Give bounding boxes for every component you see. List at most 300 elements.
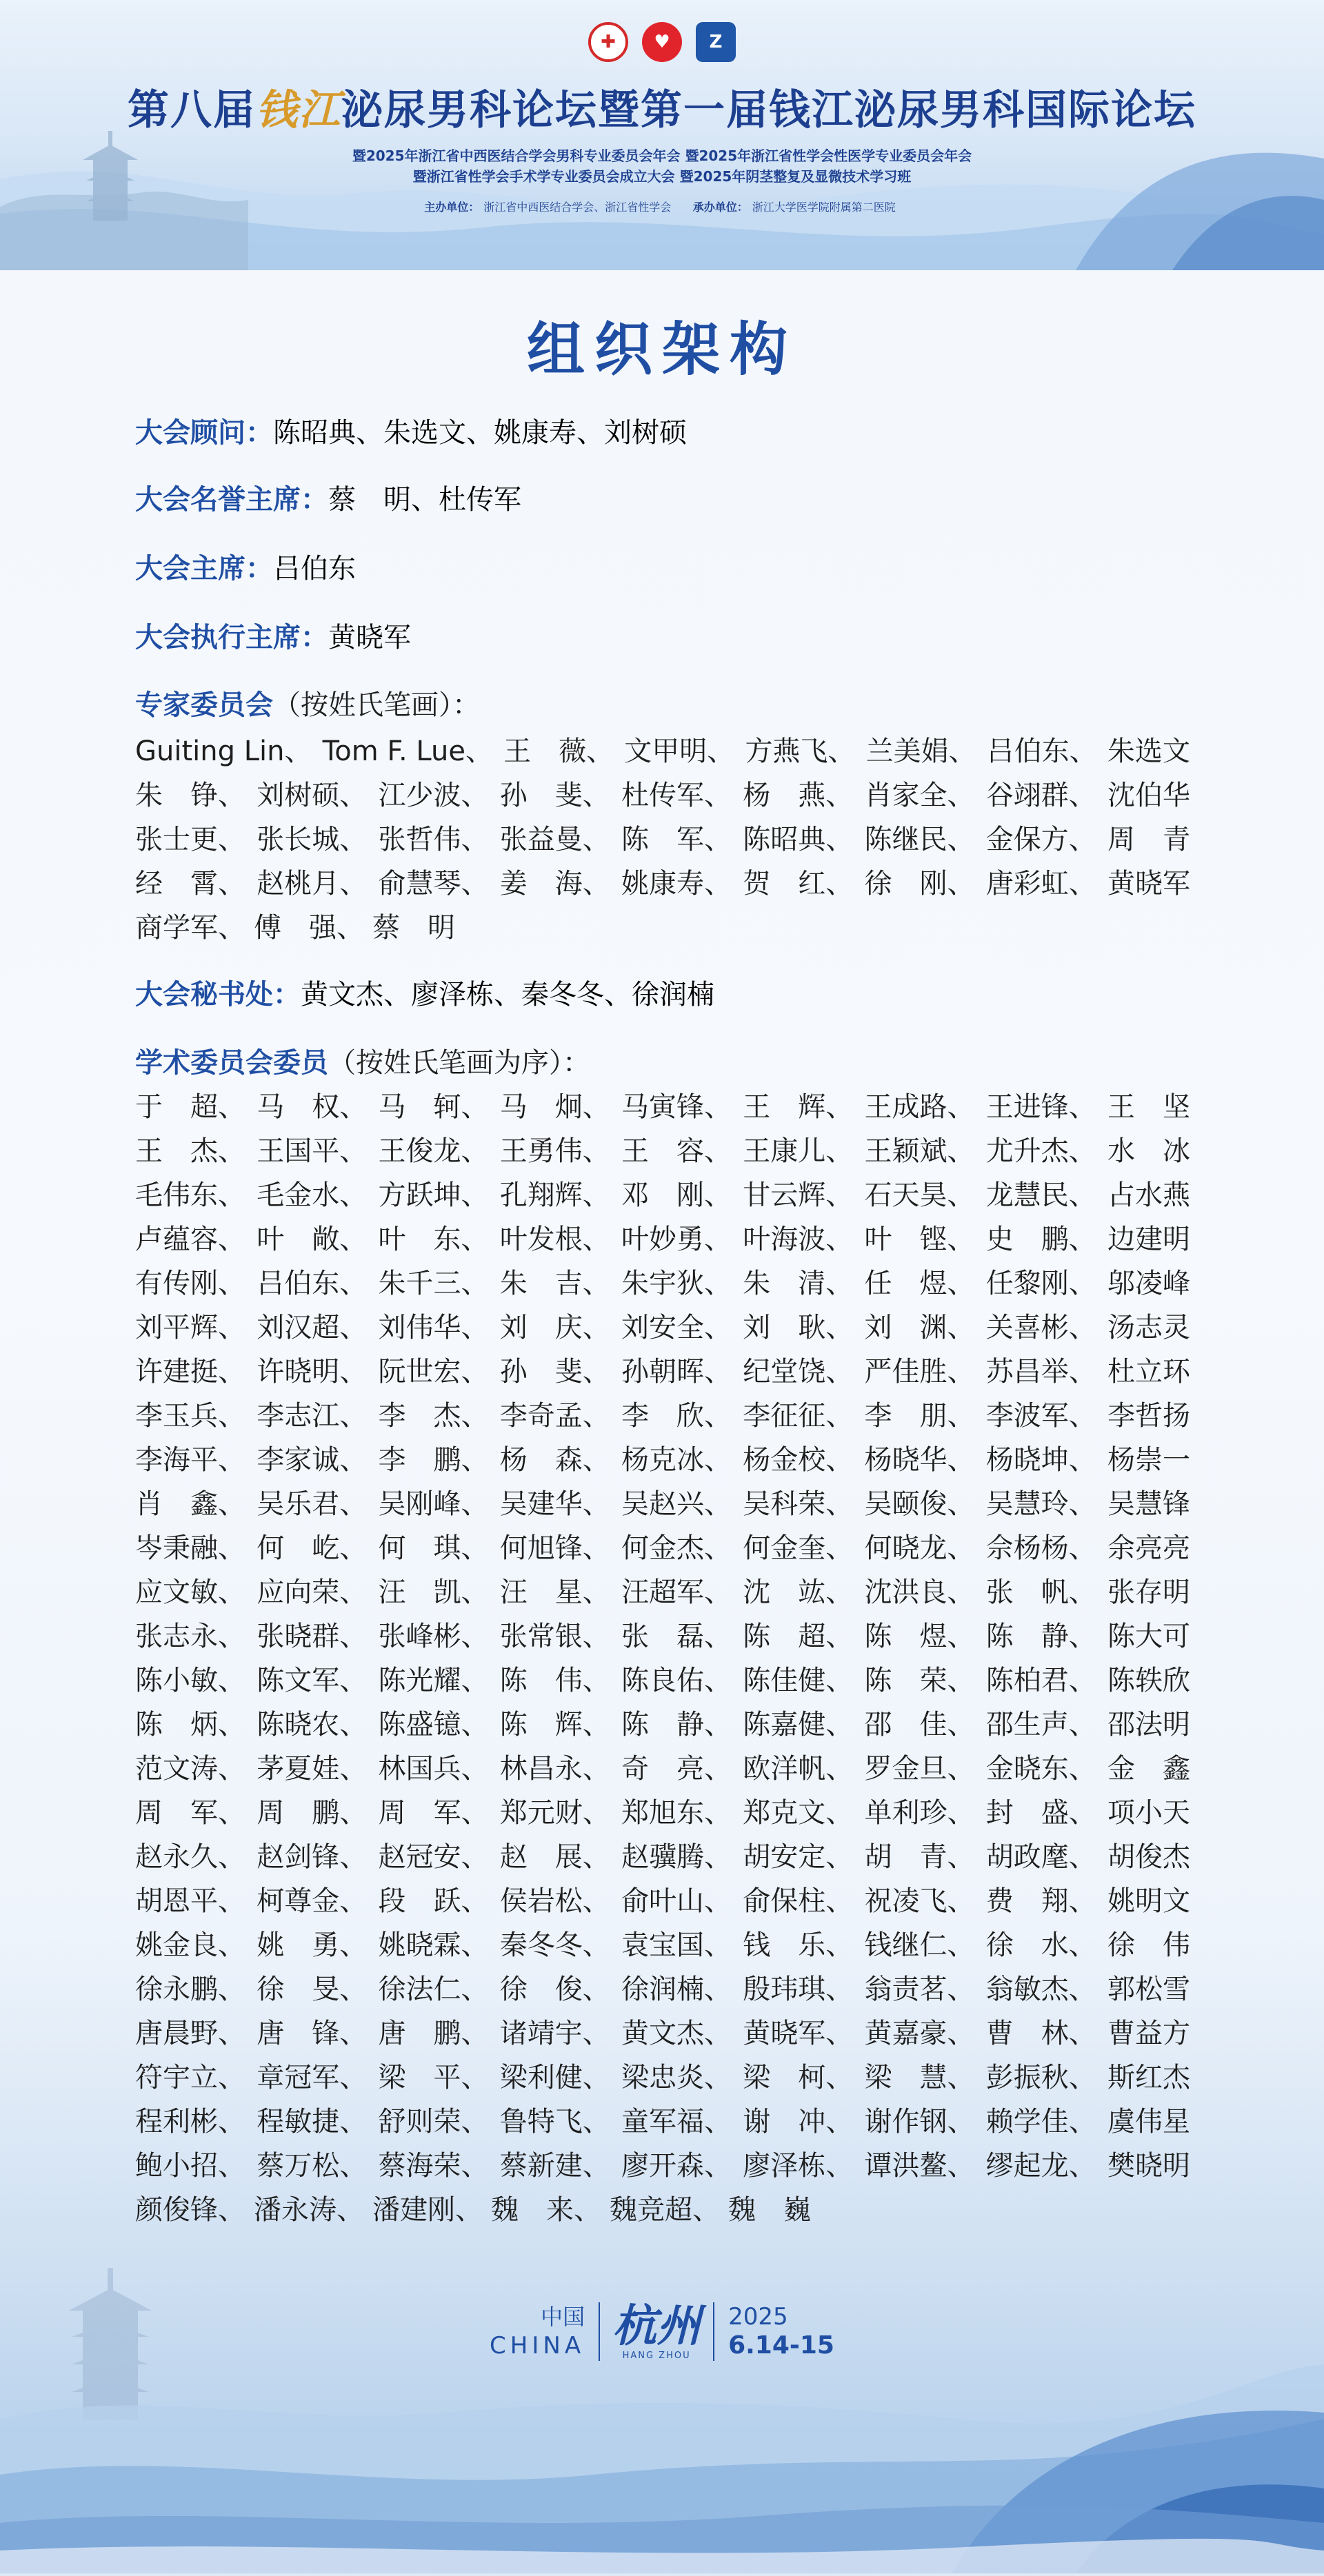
member-name: 童军福、	[621, 2106, 732, 2138]
member-name: 王国平、	[257, 1135, 368, 1167]
organizer-label: 承办单位：	[692, 201, 748, 214]
member-name: 李波军、	[985, 1400, 1096, 1432]
name-row	[135, 2100, 1190, 2144]
member-name: 李奇孟、	[499, 1400, 610, 1432]
member-name: 刘 耿、	[743, 1312, 854, 1343]
member-name: 黄嘉豪、	[864, 2018, 975, 2049]
member-name: 王 容、	[621, 1135, 732, 1167]
member-name: 陈 煜、	[864, 1621, 975, 1652]
member-name: 陈 荣、	[864, 1665, 975, 1696]
member-name: 龙慧民、	[985, 1179, 1096, 1211]
member-name: 王勇伟、	[499, 1135, 610, 1167]
member-name: 郑元财、	[499, 1797, 610, 1829]
member-name: 郑旭东、	[621, 1797, 732, 1829]
member-name: 朱 铮、	[135, 780, 245, 811]
name-row	[135, 729, 1190, 773]
member-name: 曹 林、	[985, 2018, 1096, 2049]
name-row	[135, 2144, 1190, 2188]
member-name: 杜传军、	[621, 780, 732, 811]
member-name: 叶妙勇、	[621, 1224, 732, 1255]
member-name: 叶 铿、	[864, 1224, 975, 1255]
member-name: 吴慧锋	[1107, 1488, 1190, 1520]
member-name: 于 超、	[135, 1091, 245, 1123]
member-name: 杨克冰、	[621, 1444, 732, 1476]
member-name: 陈 辉、	[499, 1709, 610, 1741]
member-name: 胡政麾、	[985, 1841, 1096, 1873]
member-name: 水 冰	[1107, 1135, 1190, 1167]
member-name: 方跃坤、	[378, 1179, 489, 1211]
member-name: 周 军、	[378, 1797, 489, 1829]
member-name: 吴建华、	[499, 1488, 610, 1520]
member-name: 刘树硕、	[257, 780, 368, 811]
member-name: 陈光耀、	[378, 1665, 489, 1696]
member-name: 李征征、	[743, 1400, 854, 1432]
member-name: 何 琪、	[378, 1532, 489, 1564]
expert-committee-label: 专家委员会	[135, 689, 273, 721]
member-name: 刘 渊、	[864, 1312, 975, 1343]
member-name: 邵 佳、	[864, 1709, 975, 1741]
member-name: 周 鹏、	[257, 1797, 368, 1829]
member-name: 关喜彬、	[985, 1312, 1096, 1343]
member-name: 经 霄、	[135, 868, 245, 900]
member-name: 段 跃、	[378, 1885, 489, 1917]
member-name: 杨金校、	[743, 1444, 854, 1476]
member-name: 陈 伟、	[499, 1665, 610, 1696]
name-row	[135, 2011, 1190, 2056]
member-name: 周 青	[1107, 824, 1190, 855]
member-name: 贺 红、	[743, 868, 854, 900]
member-name: 江少波、	[378, 780, 489, 811]
member-name: 陈晓农、	[257, 1709, 368, 1741]
member-name: 文甲明、	[624, 736, 735, 767]
member-name: 应文敏、	[135, 1576, 245, 1608]
member-name: 汪 星、	[499, 1576, 610, 1608]
name-row	[135, 1614, 1190, 1659]
name-row	[135, 818, 1190, 862]
member-name: 肖家全、	[864, 780, 975, 811]
member-name: 任黎刚、	[985, 1268, 1096, 1299]
city-en: HANG ZHOU	[622, 2351, 691, 2361]
member-name: 陈嘉健、	[743, 1709, 854, 1741]
member-name: 张常银、	[499, 1621, 610, 1652]
member-name: 林国兵、	[378, 1753, 489, 1785]
name-row	[135, 1129, 1190, 1173]
secretariat-value: 黄文杰、廖泽栋、秦冬冬、徐润楠	[301, 979, 714, 1011]
organizer-line	[0, 199, 1324, 214]
member-name: 赖学佳、	[985, 2106, 1096, 2138]
member-name: 边建明	[1107, 1224, 1190, 1255]
member-name: 徐 旻、	[257, 1974, 368, 2005]
member-name: 沈洪良、	[864, 1576, 975, 1608]
member-name: 毛伟东、	[135, 1179, 245, 1211]
member-name: 奇 亮、	[621, 1753, 732, 1785]
member-name: 唐 鹏、	[378, 2018, 489, 2049]
city-cn: 杭州	[612, 2300, 701, 2352]
member-name: 缪起龙、	[985, 2150, 1096, 2182]
member-name: 孙 斐、	[499, 1356, 610, 1388]
member-name: 胡俊杰	[1107, 1841, 1190, 1873]
member-name: 刘 庆、	[499, 1312, 610, 1343]
member-name: 谷翊群、	[985, 780, 1096, 811]
name-row	[135, 1394, 1190, 1438]
host-value: 浙江省中西医结合学会、浙江省性学会	[483, 201, 672, 214]
expert-committee-note: （按姓氏笔画）：	[273, 689, 480, 721]
member-name: 汪 凯、	[378, 1576, 489, 1608]
member-name: 张士更、	[135, 824, 245, 855]
member-name: 徐 伟	[1107, 1929, 1190, 1961]
member-name: 周 军、	[135, 1797, 245, 1829]
member-name: 梁利健、	[499, 2062, 610, 2093]
honorary-chairs-row	[135, 480, 521, 519]
executive-chair-row	[135, 618, 411, 657]
member-name: 李 鹏、	[378, 1444, 489, 1476]
member-name: 何金杰、	[621, 1532, 732, 1564]
header-banner	[0, 0, 1324, 270]
member-name: 蔡万松、	[257, 2150, 368, 2182]
member-name: 姚晓霖、	[378, 1929, 489, 1961]
member-name: 吕伯东、	[986, 736, 1097, 767]
name-row	[135, 1967, 1190, 2011]
member-name: 陈 超、	[743, 1621, 854, 1652]
member-name: 张益曼、	[499, 824, 610, 855]
member-name: 邓 刚、	[621, 1179, 732, 1211]
name-row	[135, 1791, 1190, 1835]
member-name: Guiting Lin、	[135, 736, 312, 767]
member-name: 柯尊金、	[257, 1885, 368, 1917]
member-name: 吴刚峰、	[378, 1488, 489, 1520]
chair-value: 吕伯东	[273, 553, 356, 585]
member-name: 陈大可	[1107, 1621, 1190, 1652]
member-name: 汤志灵	[1107, 1312, 1190, 1343]
advisors-label: 大会顾问：	[135, 417, 273, 449]
member-name: 陈 军、	[621, 824, 732, 855]
member-name: 王 薇、	[503, 736, 614, 767]
member-name: 刘安全、	[621, 1312, 732, 1343]
member-name: 谢 冲、	[743, 2106, 854, 2138]
event-info	[0, 2302, 1324, 2361]
member-name: 金晓东、	[985, 1753, 1096, 1785]
member-name: 魏竞超、	[610, 2194, 720, 2226]
member-name: 孙 斐、	[499, 780, 610, 811]
member-name: 潘建刚、	[372, 2194, 483, 2226]
member-name: 吴赵兴、	[621, 1488, 732, 1520]
chair-label: 大会主席：	[135, 553, 273, 585]
member-name: 刘伟华、	[378, 1312, 489, 1343]
name-row	[135, 773, 1190, 818]
page-title: 组织架构	[526, 316, 797, 383]
name-row	[135, 1350, 1190, 1394]
member-name: 梁忠炎、	[621, 2062, 732, 2093]
member-name: 朱 吉、	[499, 1268, 610, 1299]
name-row	[135, 1879, 1190, 1923]
member-name: 舒则荣、	[378, 2106, 489, 2138]
member-name: 陈轶欣	[1107, 1665, 1190, 1696]
logo-row	[0, 22, 1324, 62]
member-name: 王 杰、	[135, 1135, 245, 1167]
member-name: 彭振秋、	[985, 2062, 1096, 2093]
name-row	[135, 1570, 1190, 1614]
member-name: 陈良佑、	[621, 1665, 732, 1696]
executive-chair-label: 大会执行主席：	[135, 622, 328, 653]
event-dates: 6.14-15	[728, 2331, 834, 2360]
member-name: 李 朋、	[864, 1400, 975, 1432]
academic-committee-label: 学术委员会委员	[135, 1047, 328, 1079]
member-name: 欧洋帆、	[743, 1753, 854, 1785]
member-name: 符宇立、	[135, 2062, 245, 2093]
member-name: 陈 静、	[985, 1621, 1096, 1652]
member-name: 黄晓军	[1107, 868, 1190, 900]
member-name: 梁 柯、	[743, 2062, 854, 2093]
member-name: 钱 乐、	[743, 1929, 854, 1961]
member-name: 杨 森、	[499, 1444, 610, 1476]
member-name: 王 辉、	[743, 1091, 854, 1123]
member-name: 秦冬冬、	[499, 1929, 610, 1961]
member-name: 张存明	[1107, 1576, 1190, 1608]
member-name: 王进锋、	[985, 1091, 1096, 1123]
country-cn: 中国	[541, 2303, 585, 2330]
member-name: 曹益方	[1107, 2018, 1190, 2049]
member-name: 张哲伟、	[378, 824, 489, 855]
member-name: 石天昊、	[864, 1179, 975, 1211]
member-name: 陈盛镱、	[378, 1709, 489, 1741]
member-name: 侯岩松、	[499, 1885, 610, 1917]
member-name: 王 坚	[1107, 1091, 1190, 1123]
sexology-society-logo: ♥	[642, 22, 682, 62]
member-name: 商学军、	[135, 912, 245, 944]
member-name: 梁 平、	[378, 2062, 489, 2093]
member-name: 陈 静、	[621, 1709, 732, 1741]
member-name: 占水燕	[1107, 1179, 1190, 1211]
member-name: 孔翔辉、	[499, 1179, 610, 1211]
member-name: 徐 水、	[985, 1929, 1096, 1961]
honorary-chairs-value: 蔡 明、杜传军	[328, 484, 521, 516]
academic-committee-heading	[135, 1044, 590, 1082]
advisors-row	[135, 414, 687, 452]
name-row	[135, 906, 1190, 950]
member-name: 余亮亮	[1107, 1532, 1190, 1564]
member-name: 姚康寿、	[621, 868, 732, 900]
member-name: 杨晓坤、	[985, 1444, 1096, 1476]
member-name: 谢作钢、	[864, 2106, 975, 2138]
member-name: 史 鹏、	[985, 1224, 1096, 1255]
member-name: 斯红杰	[1107, 2062, 1190, 2093]
member-name: 廖开森、	[621, 2150, 732, 2182]
name-row	[135, 1659, 1190, 1703]
member-name: 陈柏君、	[985, 1665, 1096, 1696]
member-name: 许晓明、	[257, 1356, 368, 1388]
member-name: 何晓龙、	[864, 1532, 975, 1564]
member-name: 沈 竑、	[743, 1576, 854, 1608]
member-name: 张 帆、	[985, 1576, 1096, 1608]
member-name: 叶海波、	[743, 1224, 854, 1255]
member-name: 鲍小招、	[135, 2150, 245, 2182]
event-year: 2025	[728, 2302, 788, 2331]
member-name: 殷玮琪、	[743, 1974, 854, 2005]
member-name: 蔡新建、	[499, 2150, 610, 2182]
city-block	[599, 2302, 714, 2361]
member-name: 蔡海荣、	[378, 2150, 489, 2182]
member-name: 佘杨杨、	[985, 1532, 1096, 1564]
name-row	[135, 1703, 1190, 1747]
member-name: 诸靖宇、	[499, 2018, 610, 2049]
member-name: 潘永涛、	[254, 2194, 364, 2226]
member-name: 姚金良、	[135, 1929, 245, 1961]
member-name: 颜俊锋、	[135, 2194, 245, 2226]
member-name: 甘云辉、	[743, 1179, 854, 1211]
member-name: 朱千三、	[378, 1268, 489, 1299]
member-name: 俞慧琴、	[378, 868, 489, 900]
member-name: 杨 燕、	[743, 780, 854, 811]
member-name: 何旭锋、	[499, 1532, 610, 1564]
zju-hospital-logo: Z	[696, 22, 736, 62]
name-row	[135, 1526, 1190, 1570]
member-name: 纪堂饶、	[743, 1356, 854, 1388]
member-name: 杨晓华、	[864, 1444, 975, 1476]
member-name: 徐 俊、	[499, 1974, 610, 2005]
secretariat-label: 大会秘书处：	[135, 979, 301, 1011]
member-name: 姚明文	[1107, 1885, 1190, 1917]
name-row	[135, 1085, 1190, 1129]
member-name: 叶发根、	[499, 1224, 610, 1255]
member-name: 费 翔、	[985, 1885, 1096, 1917]
member-name: 程敏捷、	[257, 2106, 368, 2138]
member-name: 肖 鑫、	[135, 1488, 245, 1520]
member-name: 廖泽栋、	[743, 2150, 854, 2182]
member-name: 樊晓明	[1107, 2150, 1190, 2182]
member-name: 王俊龙、	[378, 1135, 489, 1167]
member-name: 邵生声、	[985, 1709, 1096, 1741]
member-name: 吴乐君、	[257, 1488, 368, 1520]
member-name: 唐 锋、	[257, 2018, 368, 2049]
member-name: 孙朝晖、	[621, 1356, 732, 1388]
member-name: 许建挺、	[135, 1356, 245, 1388]
member-name: 杨崇一	[1107, 1444, 1190, 1476]
chair-row	[135, 549, 356, 588]
subtitle-line-1: 暨2025年浙江省中西医结合学会男科专业委员会年会 暨2025年浙江省性学会性医学专业委员会年会	[352, 148, 972, 164]
member-name: 李 杰、	[378, 1400, 489, 1432]
name-row	[135, 1173, 1190, 1217]
date-block	[728, 2303, 834, 2361]
member-name: 张志永、	[135, 1621, 245, 1652]
member-name: 李家诚、	[257, 1444, 368, 1476]
member-name: 陈 炳、	[135, 1709, 245, 1741]
member-name: 鲁特飞、	[499, 2106, 610, 2138]
member-name: 张晓群、	[257, 1621, 368, 1652]
member-name: 胡恩平、	[135, 1885, 245, 1917]
member-name: 叶 敞、	[257, 1224, 368, 1255]
name-row	[135, 1217, 1190, 1261]
member-name: 陈昭典、	[743, 824, 854, 855]
member-name: 邬凌峰	[1107, 1268, 1190, 1299]
name-row	[135, 1438, 1190, 1482]
member-name: 胡安定、	[743, 1841, 854, 1873]
medical-society-logo: ✚	[588, 22, 628, 62]
member-name: 何金奎、	[743, 1532, 854, 1564]
academic-committee-note: （按姓氏笔画为序）：	[328, 1047, 590, 1079]
secretariat-row	[135, 975, 714, 1014]
member-name: 祝凌飞、	[864, 1885, 975, 1917]
member-name: 方燕飞、	[745, 736, 856, 767]
member-name: 魏 巍	[728, 2194, 811, 2226]
member-name: 毛金水、	[257, 1179, 368, 1211]
member-name: 陈文军、	[257, 1665, 368, 1696]
member-name: 王成路、	[864, 1091, 975, 1123]
member-name: 黄文杰、	[621, 2018, 732, 2049]
member-name: 应向荣、	[257, 1576, 368, 1608]
member-name: 胡 青、	[864, 1841, 975, 1873]
advisors-value: 陈昭典、朱选文、姚康寿、刘树硕	[273, 417, 687, 449]
member-name: 任 煜、	[864, 1268, 975, 1299]
member-name: 程利彬、	[135, 2106, 245, 2138]
member-name: 林昌永、	[499, 1753, 610, 1785]
member-name: 谭洪鳌、	[864, 2150, 975, 2182]
name-row	[135, 1482, 1190, 1526]
member-name: 赵冠安、	[378, 1841, 489, 1873]
member-name: 王康儿、	[743, 1135, 854, 1167]
member-name: 张长城、	[257, 824, 368, 855]
member-name: 项小天	[1107, 1797, 1190, 1829]
member-name: 沈伯华	[1107, 780, 1190, 811]
member-name: 徐法仁、	[378, 1974, 489, 2005]
name-row	[135, 2056, 1190, 2100]
member-name: 朱 清、	[743, 1268, 854, 1299]
member-name: 封 盛、	[985, 1797, 1096, 1829]
member-name: 刘平辉、	[135, 1312, 245, 1343]
member-name: 俞叶山、	[621, 1885, 732, 1917]
member-name: 金保方、	[985, 824, 1096, 855]
footer-background	[0, 2192, 1324, 2573]
member-name: 赵永久、	[135, 1841, 245, 1873]
member-name: 傅 强、	[254, 912, 364, 944]
member-name: 罗金旦、	[864, 1753, 975, 1785]
member-name: 虞伟星	[1107, 2106, 1190, 2138]
main-title: 第八届钱江泌尿男科论坛暨第一届钱江泌尿男科国际论坛	[128, 86, 1196, 134]
member-name: 魏 来、	[491, 2194, 601, 2226]
member-name: 翁责茗、	[864, 1974, 975, 2005]
member-name: 赵桃月、	[257, 868, 368, 900]
member-name: 唐彩虹、	[985, 868, 1096, 900]
member-name: 李玉兵、	[135, 1400, 245, 1432]
member-name: 岑秉融、	[135, 1532, 245, 1564]
member-name: 吴科荣、	[743, 1488, 854, 1520]
member-name: 尤升杰、	[985, 1135, 1096, 1167]
member-name: 汪超军、	[621, 1576, 732, 1608]
member-name: 黄晓军、	[743, 2018, 854, 2049]
member-name: Tom F. Lue、	[322, 736, 493, 767]
footer-wave-decoration	[0, 2192, 1324, 2573]
member-name: 有传刚、	[135, 1268, 245, 1299]
honorary-chairs-label: 大会名誉主席：	[135, 484, 328, 516]
member-name: 刘汉超、	[257, 1312, 368, 1343]
member-name: 叶 东、	[378, 1224, 489, 1255]
member-name: 马 权、	[257, 1091, 368, 1123]
member-name: 陈小敏、	[135, 1665, 245, 1696]
member-name: 蔡 明	[372, 912, 455, 944]
member-name: 王颖斌、	[864, 1135, 975, 1167]
member-name: 马 轲、	[378, 1091, 489, 1123]
member-name: 兰美娟、	[865, 736, 976, 767]
member-name: 吕伯东、	[257, 1268, 368, 1299]
member-name: 茅夏娃、	[257, 1753, 368, 1785]
member-name: 张 磊、	[621, 1621, 732, 1652]
expert-committee-list	[135, 729, 1190, 950]
member-name: 杜立环	[1107, 1356, 1190, 1388]
member-name: 徐润楠、	[621, 1974, 732, 2005]
member-name: 赵骥腾、	[621, 1841, 732, 1873]
name-row	[135, 1261, 1190, 1306]
member-name: 苏昌举、	[985, 1356, 1096, 1388]
executive-chair-value: 黄晓军	[328, 622, 411, 653]
